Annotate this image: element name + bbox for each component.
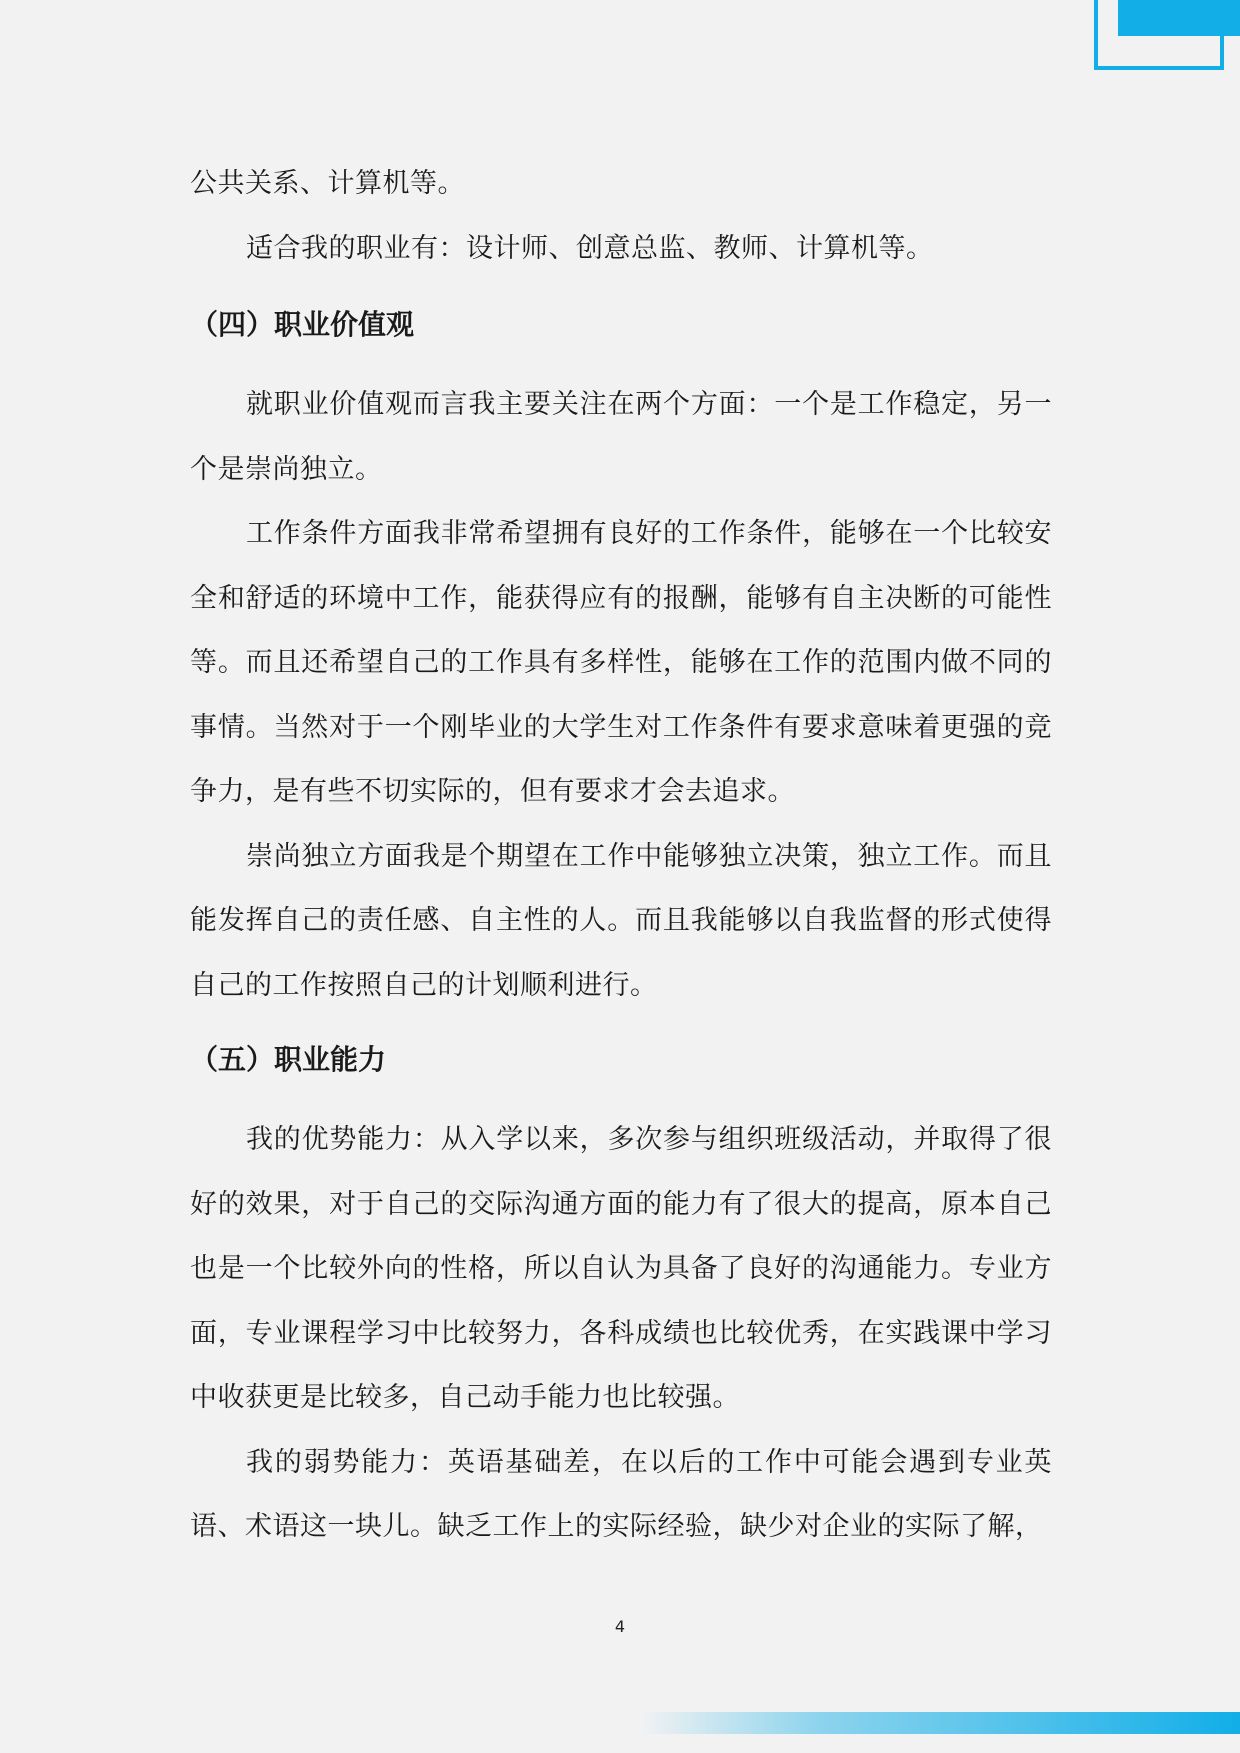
corner-decoration-fill	[1118, 0, 1240, 36]
paragraph-values-intro: 就职业价值观而言我主要关注在两个方面：一个是工作稳定，另一个是崇尚独立。	[190, 389, 1052, 485]
paragraph-weaknesses: 我的弱势能力：英语基础差，在以后的工作中可能会遇到专业英语、术语这一块儿。缺乏工作上的实际经验，缺少对企业的实际了解，	[190, 1446, 1052, 1542]
section-heading-career-ability: （五）职业能力	[190, 1043, 387, 1076]
paragraph-suitable-careers: 适合我的职业有：设计师、创意总监、教师、计算机等。	[246, 232, 934, 264]
paragraph-independence: 崇尚独立方面我是个期望在工作中能够独立决策，独立工作。而且能发挥自己的责任感、自主性的人。而且我能够以自我监督的形式使得自己的工作按照自己的计划顺利进行。	[190, 840, 1052, 1001]
page-number: 4	[614, 1617, 626, 1636]
section-heading-career-values: （四）职业价值观	[190, 308, 415, 341]
bottom-decoration-bar	[640, 1712, 1240, 1734]
paragraph-work-conditions: 工作条件方面我非常希望拥有良好的工作条件，能够在一个比较安全和舒适的环境中工作，能获得应有的报酬，能够有自主决断的可能性等。而且还希望自己的工作具有多样性，能够在工作的范围内做不同的事情。当然对于一个刚毕业的大学生对工作条件有要求意味着更强的竞争力，是有些不切实际的，但有要求才会去追求。	[190, 518, 1052, 807]
paragraph-continuation: 公共关系、计算机等。	[190, 168, 465, 199]
document-body	[190, 152, 1052, 1560]
paragraph-strengths: 我的优势能力：从入学以来，多次参与组织班级活动，并取得了很好的效果，对于自己的交际沟通方面的能力有了很大的提高，原本自己也是一个比较外向的性格，所以自认为具备了良好的沟通能力。专业方面，专业课程学习中比较努力，各科成绩也比较优秀，在实践课中学习中收获更是比较多，自己动手能力也比较强。	[190, 1124, 1052, 1413]
